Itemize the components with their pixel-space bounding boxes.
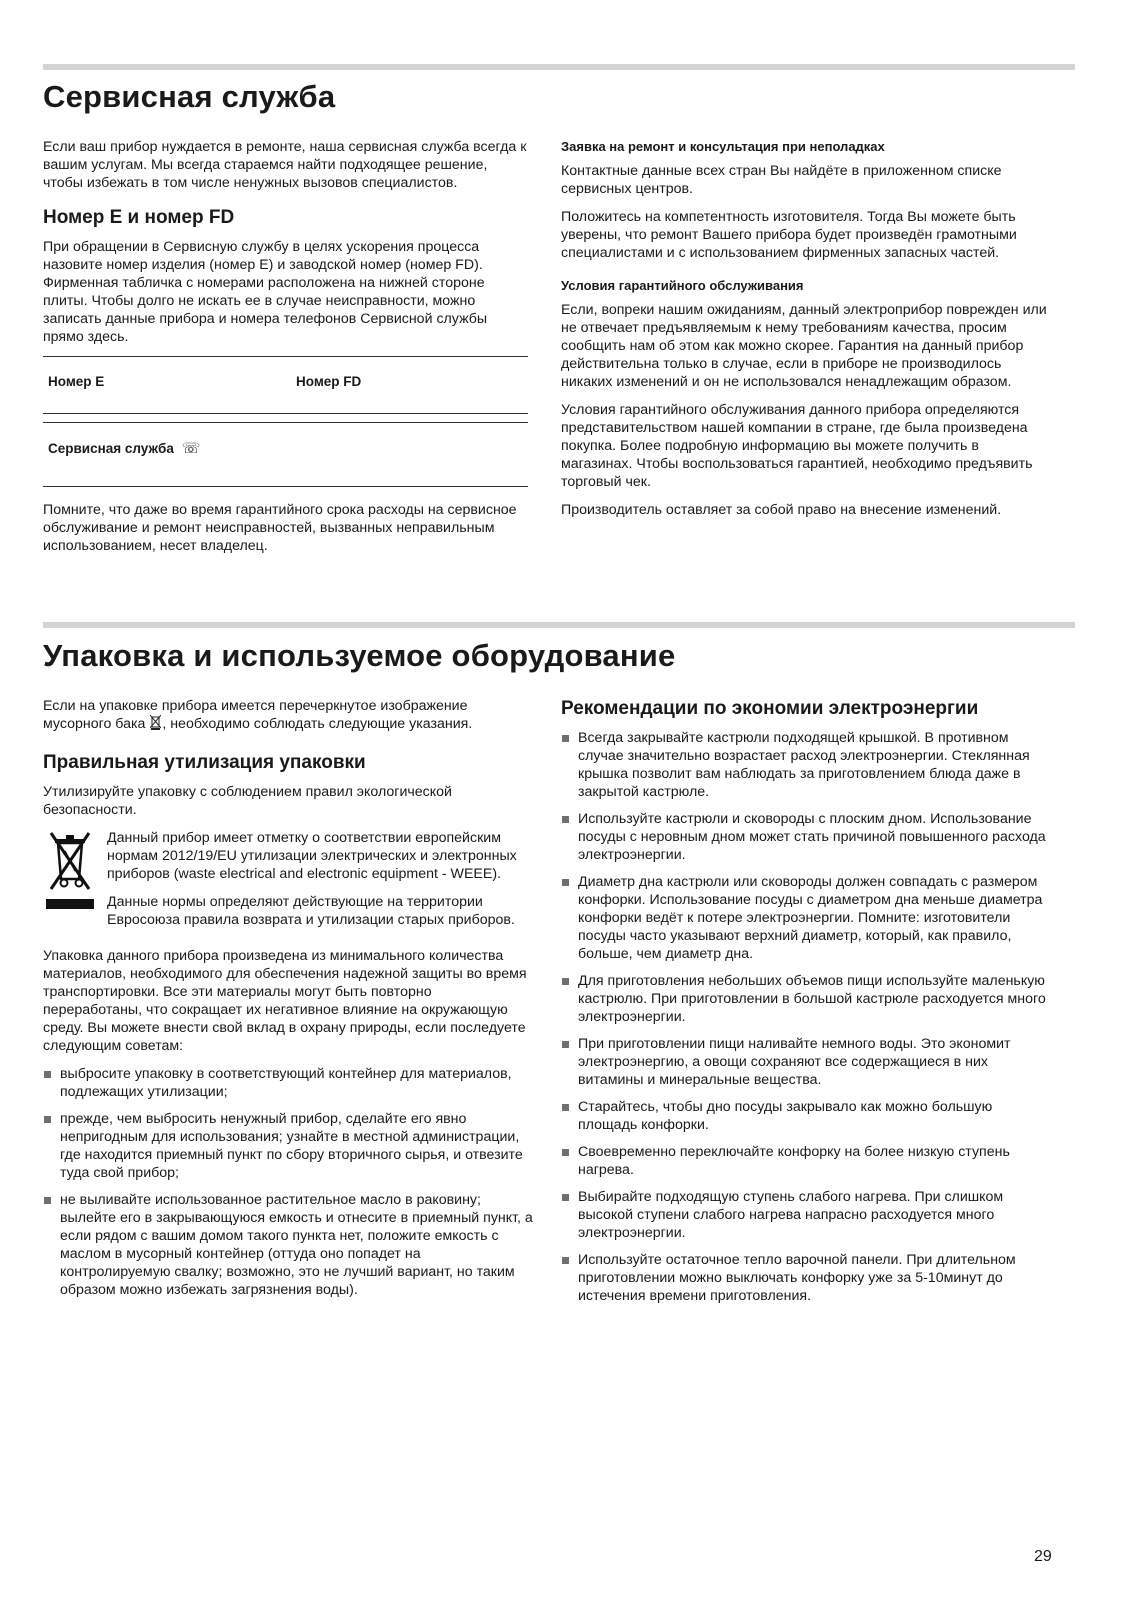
fd-number-label: Номер FD: [296, 374, 362, 389]
weee-bin-icon: [43, 829, 97, 916]
section-divider: [43, 64, 1075, 70]
phone-icon: ☏: [181, 440, 201, 457]
repair-p1: Контактные данные всех стран Вы найдёте в приложенном списке сервисных центров.: [561, 163, 1002, 197]
list-item: Старайтесь, чтобы дно посуды закрывало как можно большую площадь конфорки.: [561, 1098, 1047, 1134]
service-intro: Если ваш прибор нуждается в ремонте, наша сервисная служба всегда к вашим услугам. Мы всегда стараемся найти подходящее решение, чтобы избежать в том числе ненужных вызовов специалистов.: [43, 139, 527, 191]
list-item: При приготовлении пищи наливайте немного воды. Это экономит электроэнергию, а овощи сохраняют все содержащиеся в них витамины и минеральные вещества.: [561, 1035, 1047, 1089]
form-row-service: [43, 422, 528, 487]
list-item: Всегда закрывайте кастрюли подходящей крышкой. В противном случае значительно возрастает расход электроэнергии. Стеклянная крышка позволит вам наблюдать за приготовлением блюда даже в закрытой кастрюле.: [561, 729, 1047, 801]
list-item: Диаметр дна кастрюли или сковороды должен совпадать с размером конфорки. Использование посуды с диаметром дна меньше диаметра конфорки ведёт к потере электроэнергии. Помните: изготовители посуды часто указывают верхний диаметр, который, как правило, больше, чем диаметр дна.: [561, 873, 1047, 963]
section-title-packaging: Упаковка и используемое оборудование: [43, 638, 676, 673]
page-number: 29: [1034, 1548, 1052, 1565]
disposal-bullets: [43, 1065, 533, 1299]
enumber-heading: Номер E и номер FD: [43, 207, 235, 228]
repair-heading: Заявка на ремонт и консультация при неполадках: [561, 139, 885, 154]
section-divider: [43, 622, 1075, 628]
disposal-heading: Правильная утилизация упаковки: [43, 752, 366, 773]
section-title-service: Сервисная служба: [43, 79, 336, 114]
packaging-intro: [43, 697, 533, 735]
warranty-p1: Если, вопреки нашим ожиданиям, данный электроприбор поврежден или не отвечает предъявляемым к нему требованиям качества, просим сообщить нам об этом как можно скорее. Гарантия на данный прибор действительна только в случае, если в приборе не производилось никаких изменений и он не использовался ненадлежащим образом.: [561, 302, 1047, 390]
service-right-column: [561, 138, 1047, 529]
disposal-p2: Упаковка данного прибора произведена из минимального количества материалов, необходимого для обеспечения надежной защиты во время транспортировки. Все эти материалы могут быть повторно переработаны, что сокращает их негативное влияние на окружающую среду. Вы можете внести свой вклад в охрану природы, если последуете следующим советам:: [43, 948, 527, 1054]
warranty-p3: Производитель оставляет за собой право на внесение изменений.: [561, 502, 1002, 518]
service-left-column: [43, 138, 528, 565]
list-item: прежде, чем выбросить ненужный прибор, сделайте его явно непригодным для использования; узнайте в местной администрации, где находится приемный пункт по сбору вторичного сырья, и отвезите туда свой прибор;: [43, 1110, 533, 1182]
list-item: не выливайте использованное растительное масло в раковину; вылейте его в закрывающуюся емкость и отнесите в приемный пункт, а если рядом с вашим домом такого пункта нет, положите емкость с маслом в мусорный контейнер (оттуда оно попадет на контролируемую свалку; возможно, это не лучший вариант, но таким образом можно избежать загрязнения воды).: [43, 1191, 533, 1299]
device-data-form: [43, 356, 528, 487]
service-label-text: Сервисная служба: [48, 441, 174, 456]
warranty-heading: Условия гарантийного обслуживания: [561, 278, 804, 293]
list-item: Используйте кастрюли и сковороды с плоским дном. Использование посуды с неровным дном может стать причиной повышенного расхода электроэнергии.: [561, 810, 1047, 864]
list-item: Выбирайте подходящую ступень слабого нагрева. При слишком высокой ступени слабого нагрева напрасно расходуется много электроэнергии.: [561, 1188, 1047, 1242]
form-row-numbers: [43, 356, 528, 413]
list-item: Для приготовления небольших объемов пищи используйте маленькую кастрюлю. При приготовлении в большой кастрюле расходуется много электроэнергии.: [561, 972, 1047, 1026]
repair-p2: Положитесь на компетентность изготовителя. Тогда Вы можете быть уверены, что ремонт Вашего прибора будет произведён грамотными специалистами и с использованием фирменных запасных частей.: [561, 209, 1017, 261]
e-number-label: Номер E: [48, 374, 105, 389]
packaging-intro-a: Если на упаковке прибора имеется перечеркнутое изображение мусорного бака: [43, 698, 468, 732]
form-row-blank: [43, 413, 528, 422]
packaging-intro-b: , необходимо соблюдать следующие указания.: [162, 716, 473, 732]
list-item: Своевременно переключайте конфорку на более низкую ступень нагрева.: [561, 1143, 1047, 1179]
enumber-text: При обращении в Сервисную службу в целях ускорения процесса назовите номер изделия (номер E) и заводской номер (номер FD). Фирменная табличка с номерами расположена на нижней стороне плиты. Чтобы долго не искать ее в случае неисправности, можно записать данные прибора и номера телефонов Сервисной службы прямо здесь.: [43, 239, 488, 345]
disposal-p1: Утилизируйте упаковку с соблюдением правил экологической безопасности.: [43, 784, 452, 818]
energy-bullets: [561, 729, 1047, 1305]
weee-p2: Данные нормы определяют действующие на территории Евросоюза правила возврата и утилизации старых приборов.: [107, 894, 515, 928]
list-item: выбросите упаковку в соответствующий контейнер для материалов, подлежащих утилизации;: [43, 1065, 533, 1101]
service-note: Помните, что даже во время гарантийного срока расходы на сервисное обслуживание и ремонт неисправностей, вызванных неправильным использованием, несет владелец.: [43, 502, 517, 554]
packaging-left-column: [43, 697, 533, 1308]
warranty-p2: Условия гарантийного обслуживания данного прибора определяются представительством нашей компании в стране, где была произведена покупка. Более подробную информацию вы можете получить в магазинах. Чтобы воспользоваться гарантией, необходимо предъявить торговый чек.: [561, 402, 1033, 490]
weee-block: [43, 829, 533, 929]
weee-p1: Данный прибор имеет отметку о соответствии европейским нормам 2012/19/EU утилизации электрических и электронных приборов (waste electrical and electronic equipment - WEEE).: [107, 830, 517, 882]
packaging-right-column: [561, 697, 1047, 1314]
crossed-bin-icon: [150, 715, 161, 735]
list-item: Используйте остаточное тепло варочной панели. При длительном приготовлении можно выключать конфорку уже за 5-10минут до истечения времени приготовления.: [561, 1251, 1047, 1305]
service-phone-label: [48, 440, 200, 458]
energy-heading: Рекомендации по экономии электроэнергии: [561, 698, 979, 719]
